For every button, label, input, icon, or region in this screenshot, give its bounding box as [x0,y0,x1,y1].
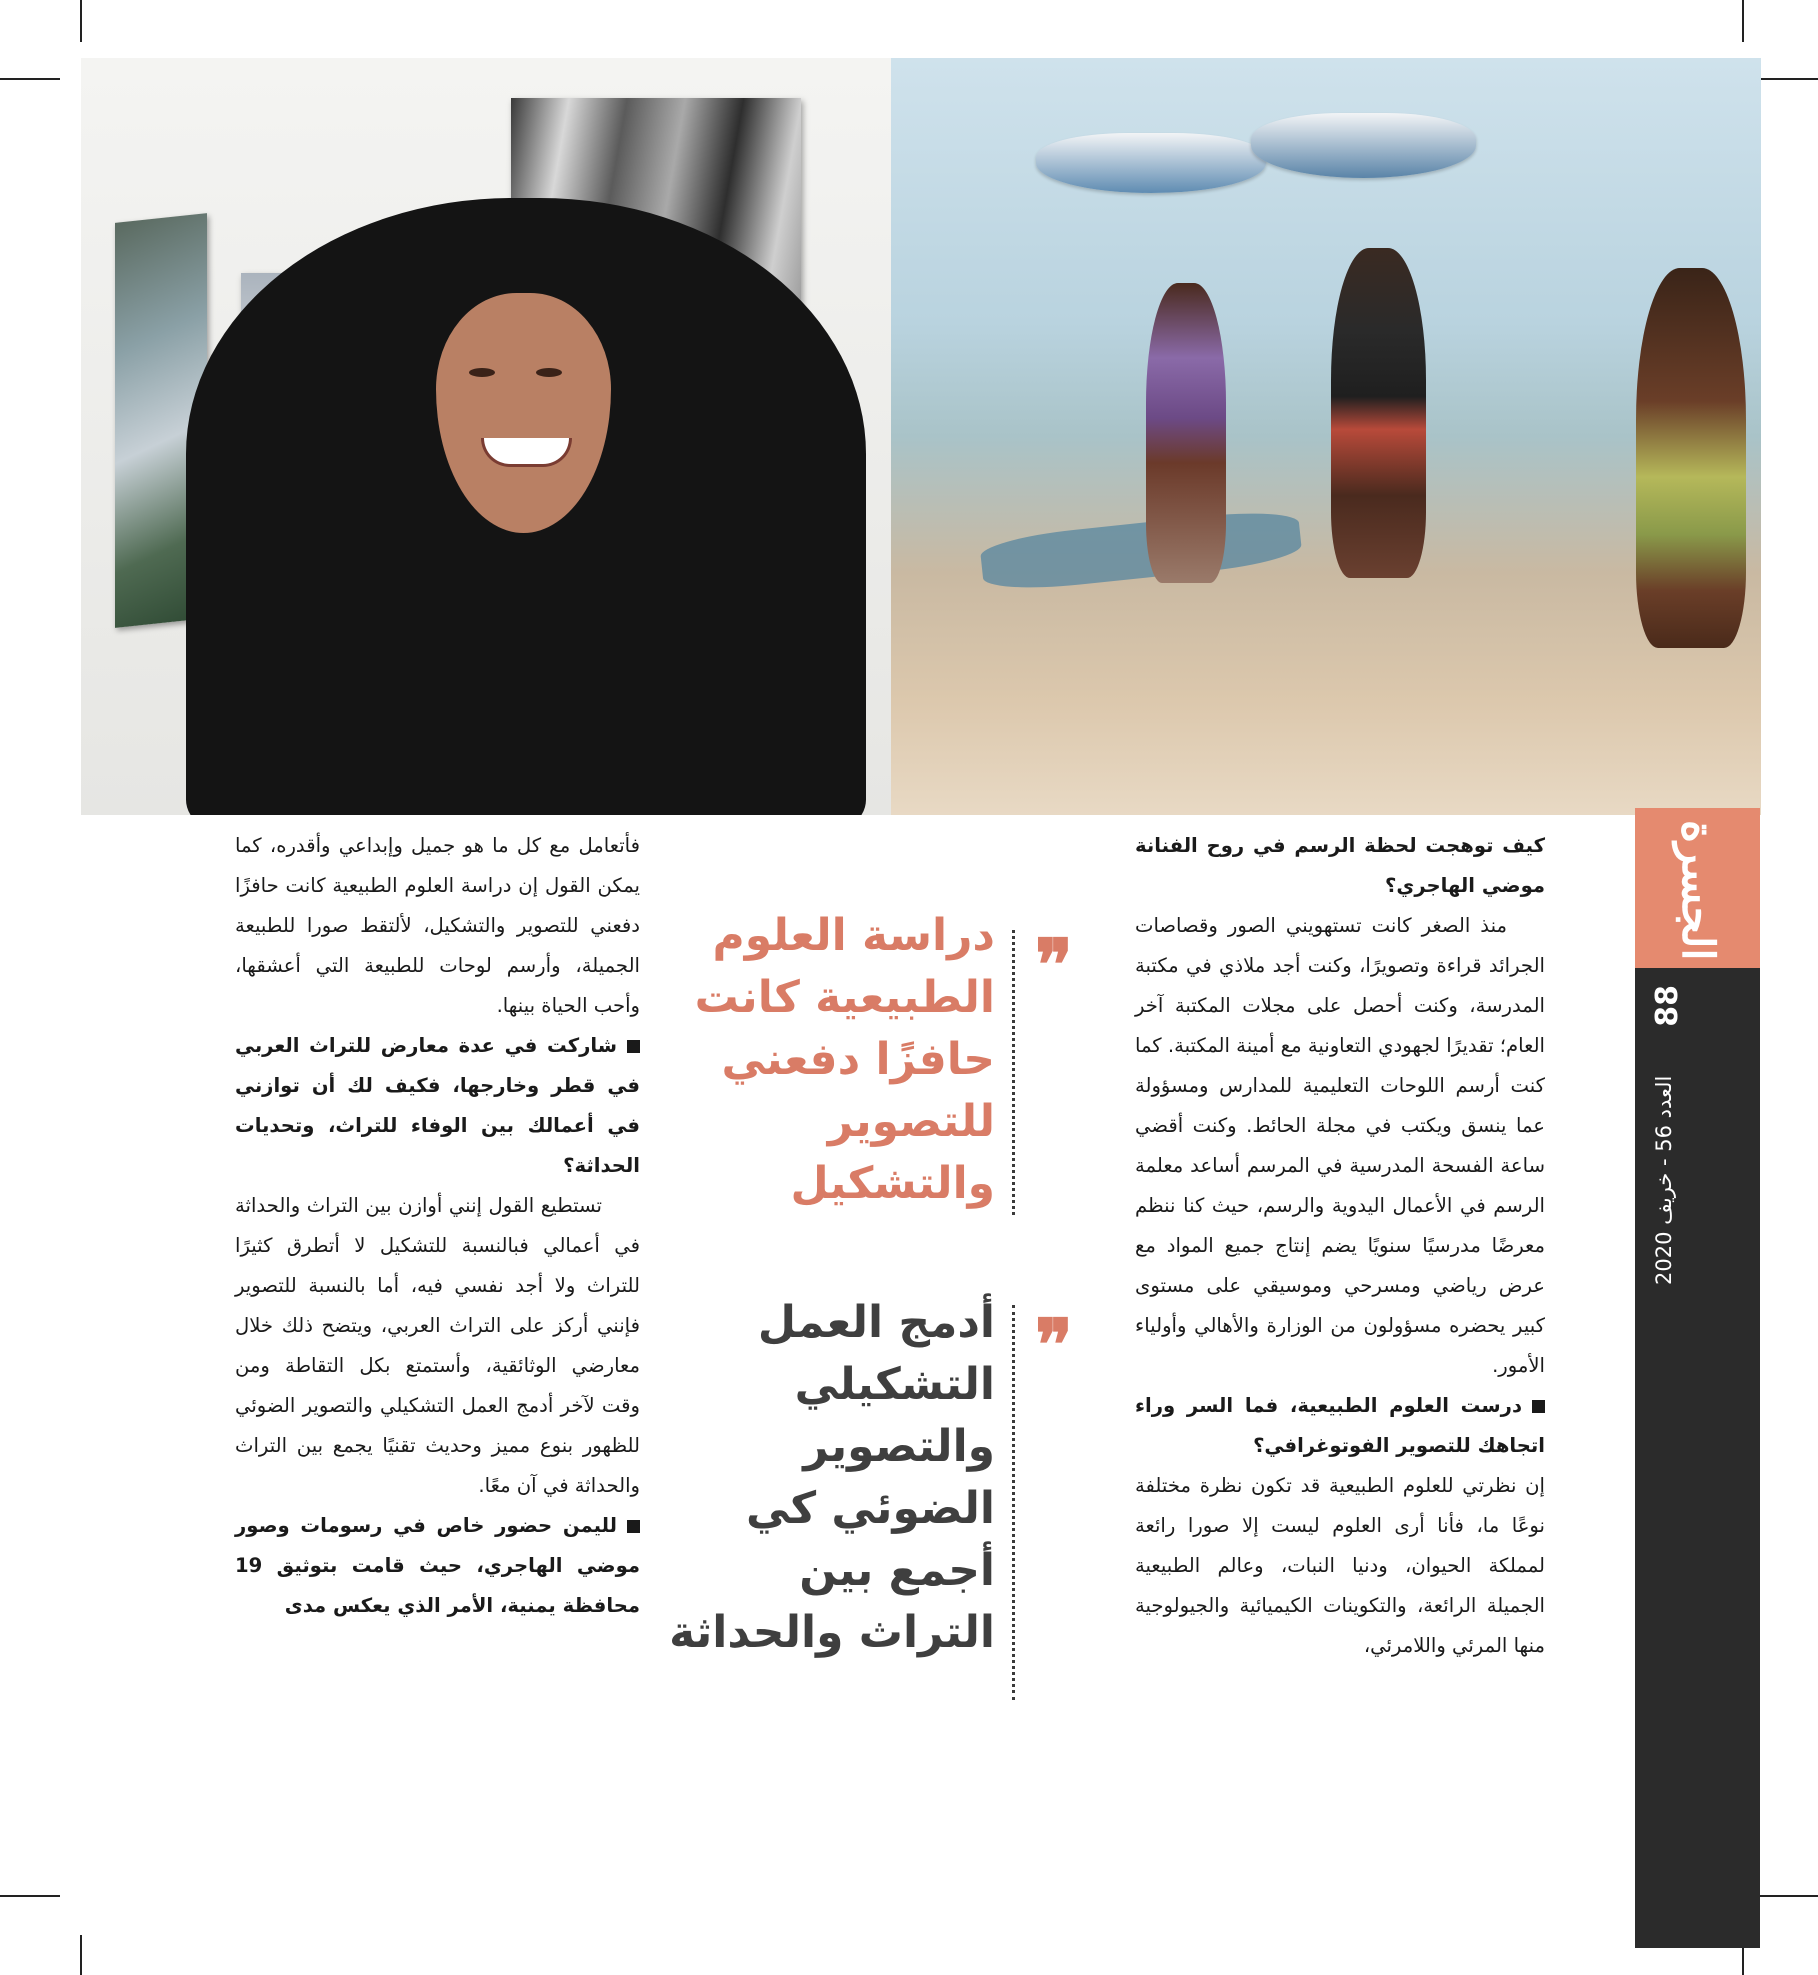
quote-mark-icon: ❞ [1035,1303,1073,1386]
interview-answer: إن نظرتي للعلوم الطبيعية قد تكون نظرة مختلفة نوعًا ما، فأنا أرى العلوم ليست إلا صورا رائعة لمملكة الحيوان، ودنيا النبات، وعالم الطبيعية الجميلة الرائعة، والتكوينات الكيميائية والجيولوجية منها المرئي واللامرئي، [1135,1474,1545,1657]
crop-mark [1742,0,1744,42]
crop-mark [1760,78,1818,80]
interview-question-wrap [235,1026,640,1186]
interview-answer: منذ الصغر كانت تستهويني الصور وقصاصات الجرائد قراءة وتصويرًا، وكنت أجد ملاذي في مكتبة المدرسة، وكنت أحصل على مجلات المكتبة آخر العام؛ تقديرًا لجهودي التعاونية مع أمينة المكتبة. كما كنت أرسم اللوحات التعليمية للمدارس ومسؤولة عما ينسق ويكتب في مجلة الحائط. وكنت أقضي ساعة الفسحة المدرسية في المرسم أساعد معلمة الرسم في الأعمال اليدوية والرسم، حيث كنا ننظم معرضًا مدرسيًا سنويًا يضم إنتاج جميع المواد مع عرض رياضي ومسرحي وموسيقي على مستوى كبير يحضره مسؤولون من الوزارة والأهالي وأولياء الأمور. [1134,914,1545,1377]
interview-question: شاركت في عدة معارض للتراث العربي في قطر وخارجها، فكيف لك أن توازني في أعمالك بين الوفاء للتراث، وتحديات الحداثة؟ [235,1034,640,1177]
issue-line: العدد 56 - خريف 2020 [1652,1075,1676,1285]
crop-mark [1760,1895,1818,1897]
page-number: 88 [1650,985,1685,1027]
pull-quote: أدمج العمل التشكيلي والتصوير الضوئي كي أجمع بين التراث والحداثة [669,1297,995,1658]
bullet-square-icon [627,1040,640,1053]
net [979,506,1303,594]
interview-question: كيف توهجت لحظة الرسم في روح الفنانة موضي الهاجري؟ [1135,834,1545,897]
bullet-square-icon [627,1520,640,1533]
interview-question-wrap [1135,1386,1545,1466]
boat [1036,133,1266,193]
crop-mark [80,0,82,42]
side-bar [1635,808,1760,1948]
hero-photo [81,58,1761,815]
crop-mark [0,1895,60,1897]
crop-mark [0,78,60,80]
crop-mark [80,1935,82,1975]
article-column-right [1135,826,1545,1666]
dotted-divider [1012,930,1015,1215]
interview-answer: تستطيع القول إنني أوازن بين التراث والحداثة في أعمالي فبالنسبة للتشكيل لا أتطرق كثيرًا للتراث ولا أجد نفسي فيه، أما بالنسبة للتصوير فإنني أركز على التراث العربي، ويتضح ذلك خلال معارضي الوثائقية، وأستمتع بكل التقاطة ومن وقت لآخر أدمج العمل التشكيلي والتصوير الضوئي للظهور بنوع مميز وحديث تقنيًا يجمع بين التراث والحداثة في آن معًا. [235,1194,640,1497]
quote-mark-icon: ❞ [1035,923,1073,1006]
bullet-square-icon [1532,1400,1545,1413]
interview-question-wrap [235,1506,640,1626]
pull-quote: دراسة العلوم الطبيعية كانت حافزًا دفعني للتصوير والتشكيل [694,910,995,1209]
eye [469,368,495,377]
interview-question: لليمن حضور خاص في رسومات وصور موضي الهاجري، حيث قامت بتوثيق 19 محافظة يمنية، الأمر الذي يعكس مدى [235,1514,640,1617]
interview-question: درست العلوم الطبيعية، فما السر وراء اتجاهك للتصوير الفوتوغرافي؟ [1135,1394,1545,1457]
eye [536,368,562,377]
child-figure [1146,283,1226,583]
boat [1251,113,1476,178]
interview-answer: فأتعامل مع كل ما هو جميل وإبداعي وأقدره، كما يمكن القول إن دراسة العلوم الطبيعية كانت حافزًا دفعني للتصوير والتشكيل، لألتقط صورا للطبيعة الجميلة، وأرسم لوحات للطبيعة التي أعشقها، وأحب الحياة بينها. [235,834,640,1017]
child-figure [1636,268,1746,648]
beach-painting [891,58,1761,815]
dotted-divider [1012,1305,1015,1700]
article-column-left [235,826,640,1626]
child-figure [1331,248,1426,578]
magazine-logo: الجسرة [1672,819,1723,961]
